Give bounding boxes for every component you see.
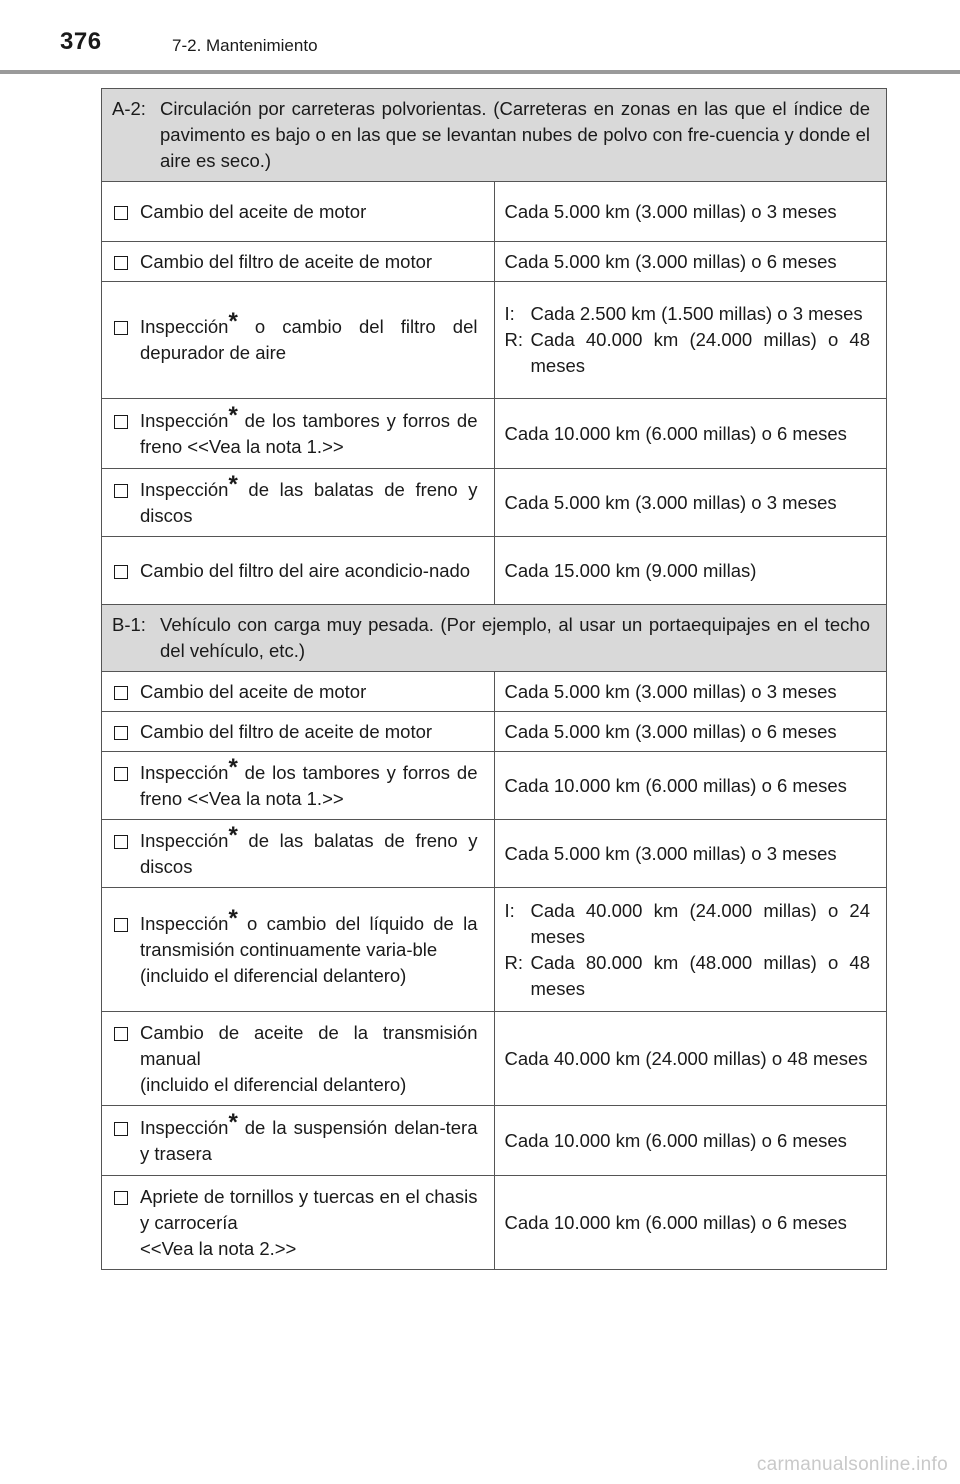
interval-cell: Cada 10.000 km (6.000 millas) o 6 meses [494, 1106, 887, 1176]
item-cell [102, 282, 495, 399]
checkbox-icon [114, 835, 128, 849]
asterisk-icon: * [228, 401, 238, 429]
item-text: Cambio del filtro de aceite de motor [140, 720, 433, 742]
item-cell [102, 242, 495, 282]
asterisk-icon: * [228, 308, 238, 335]
item-text: Cambio del filtro del aire acondicio-nado [140, 559, 471, 581]
asterisk-icon: * [228, 1108, 238, 1136]
table-row [102, 182, 887, 242]
item-text: Inspección* de los tambores y forros de freno <<Vea la nota 1.>> [140, 753, 478, 809]
interval-cell: Cada 10.000 km (6.000 millas) o 6 meses [494, 1176, 887, 1270]
item-cell [102, 752, 495, 820]
checkbox-icon [114, 726, 128, 740]
condition-code: A-2: [112, 98, 146, 119]
condition-text: Circulación por carreteras polvorientas. (Carreteras en zonas en las que el índice de pavimento es bajo o en las que se levantan nubes de polvo con fre-cuencia y donde el aire es seco.) [160, 98, 870, 171]
item-cell [102, 399, 495, 469]
item-text: Inspección* o cambio del líquido de la transmisión continuamente varia-ble (incluido el diferencial delantero) [140, 904, 478, 986]
interval-cell: Cada 40.000 km (24.000 millas) o 48 meses [494, 1012, 887, 1106]
item-text: Cambio del aceite de motor [140, 200, 367, 222]
item-cell [102, 672, 495, 712]
checkbox-icon [114, 321, 128, 335]
section-title: 7-2. Mantenimiento [172, 36, 318, 55]
item-note: (incluido el diferencial delantero) [140, 1073, 407, 1095]
item-text: Cambio de aceite de la transmisión manual (incluido el diferencial delantero) [140, 1021, 478, 1095]
item-text: Cambio del aceite de motor [140, 680, 367, 702]
checkbox-icon [114, 767, 128, 781]
item-text: Inspección* o cambio del filtro del depurador de aire [140, 308, 478, 363]
asterisk-icon: * [228, 470, 238, 498]
interval-cell: Cada 5.000 km (3.000 millas) o 3 meses [494, 182, 887, 242]
item-cell [102, 1012, 495, 1106]
table-row [102, 1012, 887, 1106]
interval-cell: I: Cada 2.500 km (1.500 millas) o 3 meses R: Cada 40.000 km (24.000 millas) o 48 meses [494, 282, 887, 399]
table-row [102, 1106, 887, 1176]
checkbox-icon [114, 415, 128, 429]
condition-text: Vehículo con carga muy pesada. (Por ejemplo, al usar un portaequipajes en el techo del vehículo, etc.) [160, 614, 870, 661]
asterisk-icon: * [228, 904, 238, 932]
checkbox-icon [114, 256, 128, 270]
maintenance-schedule-table [101, 88, 887, 1270]
table-row [102, 752, 887, 820]
page-number: 376 [60, 28, 102, 55]
checkbox-icon [114, 918, 128, 932]
table-row [102, 820, 887, 888]
item-cell [102, 1176, 495, 1270]
checkbox-icon [114, 1122, 128, 1136]
item-cell [102, 712, 495, 752]
table-row [102, 712, 887, 752]
table-row [102, 537, 887, 605]
item-text: Cambio del filtro de aceite de motor [140, 250, 433, 272]
table-row [102, 242, 887, 282]
item-cell [102, 469, 495, 537]
item-note: (incluido el diferencial delantero) [140, 964, 407, 986]
condition-cell [102, 89, 887, 182]
checkbox-icon [114, 1027, 128, 1041]
interval-cell: Cada 5.000 km (3.000 millas) o 3 meses [494, 672, 887, 712]
item-cell [102, 820, 495, 888]
interval-cell: Cada 5.000 km (3.000 millas) o 6 meses [494, 242, 887, 282]
asterisk-icon: * [228, 753, 238, 781]
item-text: Inspección* de las balatas de freno y discos [140, 470, 478, 526]
interval-cell: Cada 5.000 km (3.000 millas) o 3 meses [494, 820, 887, 888]
checkbox-icon [114, 206, 128, 220]
interval-cell: Cada 5.000 km (3.000 millas) o 3 meses [494, 469, 887, 537]
page-header [0, 0, 960, 76]
checkbox-icon [114, 686, 128, 700]
condition-code: B-1: [112, 614, 146, 635]
item-cell [102, 1106, 495, 1176]
table-row [102, 672, 887, 712]
item-cell [102, 888, 495, 1012]
item-text: Inspección* de la suspensión delan-tera y trasera [140, 1108, 478, 1164]
condition-row-a2 [102, 89, 887, 182]
item-text: Inspección* de las balatas de freno y discos [140, 821, 478, 877]
interval-cell: Cada 5.000 km (3.000 millas) o 6 meses [494, 712, 887, 752]
header-divider [0, 70, 960, 74]
interval-cell: Cada 15.000 km (9.000 millas) [494, 537, 887, 605]
checkbox-icon [114, 1191, 128, 1205]
table-row [102, 888, 887, 1012]
item-cell [102, 182, 495, 242]
table-row [102, 282, 887, 399]
item-text: Inspección* de los tambores y forros de freno <<Vea la nota 1.>> [140, 401, 478, 457]
interval-cell: I: Cada 40.000 km (24.000 millas) o 24 meses R: Cada 80.000 km (48.000 millas) o 48 meses [494, 888, 887, 1012]
table-row [102, 469, 887, 537]
condition-cell [102, 605, 887, 672]
asterisk-icon: * [228, 821, 238, 849]
interval-cell: Cada 10.000 km (6.000 millas) o 6 meses [494, 752, 887, 820]
interval-cell: Cada 10.000 km (6.000 millas) o 6 meses [494, 399, 887, 469]
checkbox-icon [114, 484, 128, 498]
condition-row-b1 [102, 605, 887, 672]
table-row [102, 1176, 887, 1270]
item-note: <<Vea la nota 2.>> [140, 1237, 297, 1259]
checkbox-icon [114, 565, 128, 579]
item-text: Apriete de tornillos y tuercas en el chasis y carrocería <<Vea la nota 2.>> [140, 1185, 478, 1259]
table-row [102, 399, 887, 469]
item-cell [102, 537, 495, 605]
watermark: carmanualsonline.info [756, 1454, 948, 1475]
